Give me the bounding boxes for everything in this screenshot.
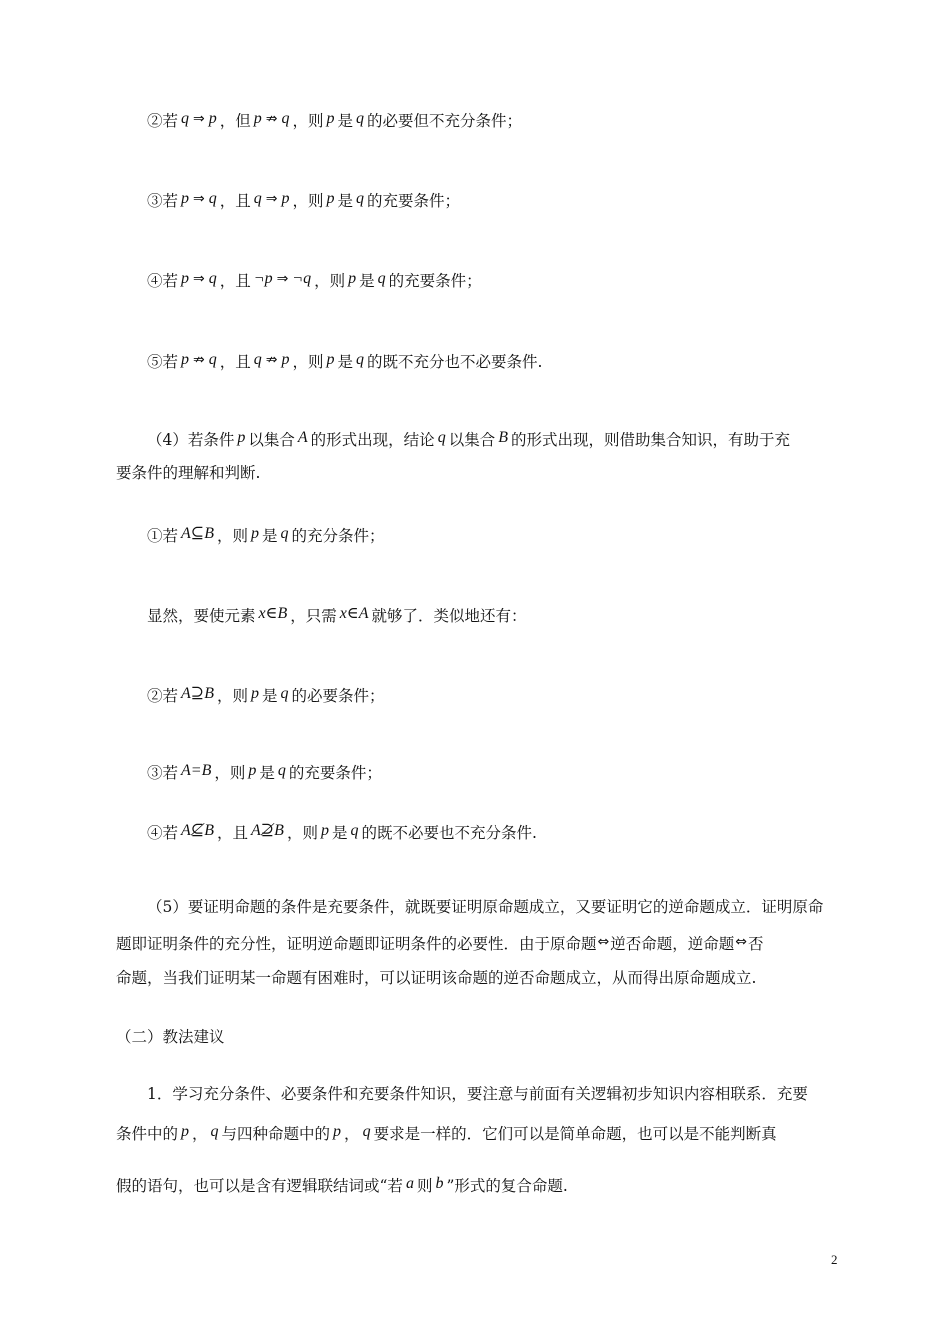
set-condition-item: ③若 A=B ，则 p 是 q 的充要条件； <box>147 762 382 782</box>
paragraph-6-line-1: 1．学习充分条件、必要条件和充要条件知识，要注意与前面有关逻辑初步知识内容相联系．充要 <box>147 1085 808 1103</box>
set-condition-item: ②若 A⊇B ，则 p 是 q 的必要条件； <box>147 685 385 705</box>
paragraph-5-line-3: 命题，当我们证明某一命题有困难时，可以证明该命题的逆否命题成立，从而得出原命题成立. <box>116 969 757 987</box>
page-number: 2 <box>831 1252 838 1267</box>
set-condition-item: ④若 A⊈B ，且 A⊉B ，则 p 是 q 的既不必要也不充分条件. <box>147 822 537 842</box>
paragraph-4-line-1: （4）若条件 p 以集合 A 的形式出现，结论 q 以集合 B 的形式出现，则借助集合知识，有助于充 <box>147 429 790 449</box>
condition-item: ②若 q ⇒ p ，但 p ⇏ q ，则 p 是 q 的必要但不充分条件； <box>147 110 523 130</box>
condition-item: ④若 p ⇒ q ，且 ¬p ⇒ ¬q ，则 p 是 q 的充要条件； <box>147 270 482 290</box>
set-condition-item: ①若 A⊆B ，则 p 是 q 的充分条件； <box>147 525 385 545</box>
paragraph-4-line-2: 要条件的理解和判断. <box>116 464 261 482</box>
condition-item: ③若 p ⇒ q ，且 q ⇒ p ，则 p 是 q 的充要条件； <box>147 190 461 210</box>
paragraph-5-line-2: 题即证明条件的充分性，证明逆命题即证明条件的必要性．由于原命题⇔逆否命题，逆命题⇔否 <box>116 934 764 953</box>
section-heading: （二）教法建议 <box>116 1028 225 1046</box>
paragraph-6-line-2: 条件中的 p ， q 与四种命题中的 p ， q 要求是一样的．它们可以是简单命题，也可以是不能判断真 <box>116 1123 777 1143</box>
paragraph-5-line-1: （5）要证明命题的条件是充要条件，就既要证明原命题成立，又要证明它的逆命题成立．证明原命 <box>147 898 824 916</box>
paragraph-6-line-3: 假的语句，也可以是含有逻辑联结词或“若 a 则 b ”形式的复合命题. <box>116 1175 568 1195</box>
condition-item: ⑤若 p ⇏ q ，且 q ⇏ p ，则 p 是 q 的既不充分也不必要条件. <box>147 351 543 371</box>
obvious-statement: 显然，要使元素 x∈B ，只需 x∈A 就够了．类似地还有： <box>147 605 527 625</box>
